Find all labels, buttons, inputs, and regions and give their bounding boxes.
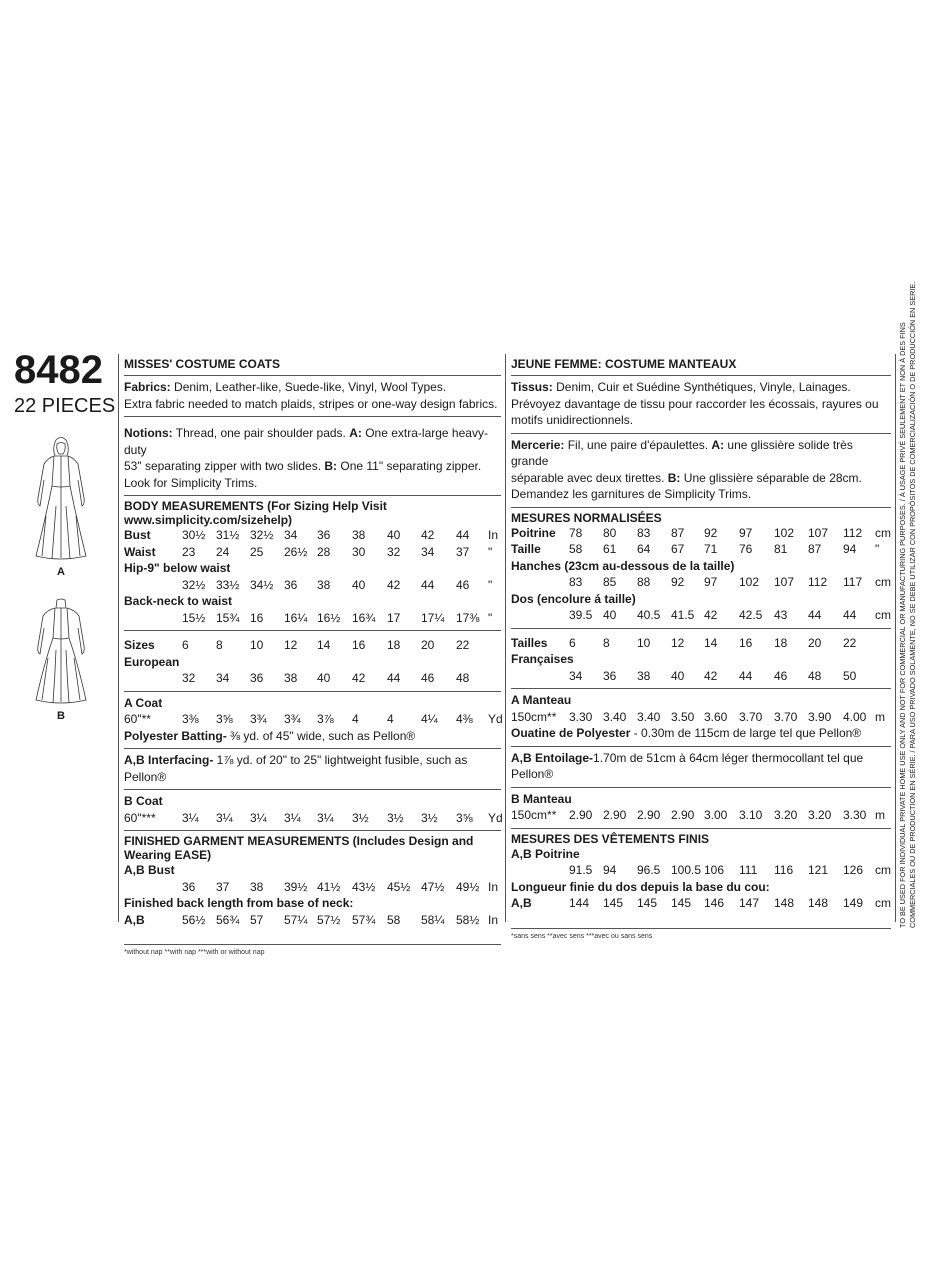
- batting-text: Polyester Batting- ⅜ yd. of 45" wide, such as Pellon®: [124, 728, 416, 743]
- notions-text-2: 53" separating zipper with two slides. B: One 11" separating zipper.: [124, 459, 482, 473]
- french-body-measurements: [511, 508, 891, 629]
- francaises-row: 34 36 38 40 42 44 46 48 50: [569, 668, 857, 683]
- french-notions-section: [511, 434, 891, 508]
- french-fabrics-section: [511, 376, 891, 434]
- a-coat-row: 60"** 3⅜ 3⅝ 3¾ 3¾ 3⅞ 4 4 4¼ 4⅜ Yd: [124, 712, 503, 726]
- entoilage-text-2: Pellon®: [511, 767, 554, 781]
- mesures-title: MESURES NORMALISÉES: [511, 510, 662, 525]
- finished-bust-row: 36 37 38 39½ 41½ 43½ 45½ 47½ 49½ In: [182, 879, 499, 894]
- bust-row: Bust 30½ 31½ 32½ 34 36 38 40 42 44 In: [124, 528, 499, 542]
- tailles-row: Tailles 6 8 10 12 14 16 18 20 22: [511, 635, 857, 650]
- a-manteau-row: 150cm** 3.30 3.40 3.40 3.50 3.60 3.70 3.70 3.90 4.00 m: [511, 709, 885, 724]
- english-notions-section: [124, 417, 501, 496]
- hanches-row: 83 85 88 92 97 102 107 112 117 cm: [569, 575, 891, 589]
- interfacing-text-2: Pellon®: [124, 769, 167, 784]
- hip-label-row: Hip-9" below waist: [124, 561, 231, 575]
- english-title-section: [124, 354, 501, 376]
- back-label-row: Back-neck to waist: [124, 594, 233, 608]
- view-a-label: A: [57, 566, 65, 578]
- view-a-illustration: [30, 436, 92, 564]
- view-b-illustration: [30, 598, 92, 706]
- french-column: [511, 354, 891, 942]
- hanches-label-row: Hanches (23cm au-dessous de la taille): [511, 558, 735, 573]
- english-interfacing-section: [124, 749, 501, 790]
- finished-bust-label-row: A,B Bust: [124, 863, 175, 877]
- divider-right: [895, 354, 896, 922]
- french-interfacing-section: [511, 747, 891, 788]
- body-measurements-title: BODY MEASUREMENTS (For Sizing Help Visit www.simplicity.com/sizehelp): [124, 499, 387, 527]
- pattern-number: 8482: [14, 348, 103, 392]
- fabrics-text: Fabrics: Denim, Leather-like, Suede-like, Vinyl, Wool Types.: [124, 380, 447, 394]
- french-sizes-section: [511, 629, 891, 690]
- b-manteau-row: 150cm** 2.90 2.90 2.90 2.90 3.00 3.10 3.20 3.20 3.30 m: [511, 808, 885, 822]
- entoilage-text: A,B Entoilage-1.70m de 51cm à 64cm léger thermocollant tel que: [511, 750, 864, 765]
- vetements-finis-title: MESURES DES VÊTEMENTS FINIS: [511, 831, 710, 846]
- mercerie-text-2: séparable avec deux tirettes. B: Une glissière séparable de 28cm.: [511, 470, 862, 485]
- divider-left: [118, 354, 119, 922]
- french-title-section: [511, 354, 891, 376]
- notions-text: Notions: Thread, one pair shoulder pads. A: One extra-large heavy-duty: [124, 426, 488, 457]
- french-a-coat-section: [511, 689, 891, 747]
- b-coat-label-row: B Coat: [124, 794, 163, 808]
- legal-line-2: COMMERCIALES OU DE PRODUCTION EN SÉRIE. / PARA USO PRIVADO SOLAMENTE, NO SE DEBE UTILIZAR CON PROPÓSITOS DE COMERCIALIZACIÓN O DE PRODUCCIÓN EN SERIE.: [907, 281, 917, 928]
- divider-center: [505, 354, 506, 922]
- tissus-text-3: motifs unidirectionnels.: [511, 413, 634, 427]
- english-footnote: *without nap **with nap ***with or without nap: [124, 949, 265, 956]
- tissus-text-2: Prévoyez davantage de tissu pour raccorder les écossais, rayures ou: [511, 396, 879, 411]
- interfacing-text: A,B Interfacing- 1⅞ yd. of 20" to 25" lightweight fusible, such as: [124, 753, 468, 767]
- poitrine-row: Poitrine 78 80 83 87 92 97 102 107 112 cm: [511, 525, 891, 540]
- english-column: [124, 354, 501, 958]
- dos-row: 39.5 40 40.5 41.5 42 42.5 43 44 44 cm: [569, 608, 891, 622]
- view-b-label: B: [57, 710, 65, 722]
- fabrics-text-2: Extra fabric needed to match plaids, stripes or one-way design fabrics.: [124, 396, 498, 411]
- mercerie-text: Mercerie: Fil, une paire d'épaulettes. A: une glissière solide très grande: [511, 437, 853, 468]
- french-footnote: *sans sens **avec sens ***avec ou sans sens: [511, 932, 653, 940]
- tissus-text: Tissus: Denim, Cuir et Suédine Synthétiques, Vinyle, Lainages.: [511, 380, 851, 394]
- legal-line-1: TO BE USED FOR INDIVIDUAL PRIVATE HOME USE ONLY AND NOT FOR COMMERCIAL OR MANUFACTURING PURPOSES. / À USAGE PRIVÉ SEULEMENT ET NON À DES FINS: [898, 322, 907, 928]
- english-title: MISSES' COSTUME COATS: [124, 357, 280, 371]
- finished-title: FINISHED GARMENT MEASUREMENTS (Includes Design and Wearing EASE): [124, 834, 474, 862]
- taille-row: Taille 58 61 64 67 71 76 81 87 94 ": [511, 542, 880, 556]
- mercerie-text-3: Demandez les garnitures de Simplicity Trims.: [511, 487, 752, 501]
- notions-text-3: Look for Simplicity Trims.: [124, 475, 258, 490]
- longueur-row: A,B 144 145 145 145 146 147 148 148 149 cm: [511, 896, 891, 910]
- finished-back-row: A,B 56½ 56¾ 57 57¼ 57½ 57¾ 58 58¼ 58½ In: [124, 912, 499, 927]
- finished-back-label-row: Finished back length from base of neck:: [124, 896, 354, 910]
- french-finished-section: [511, 829, 891, 929]
- european-label-row: European: [124, 654, 180, 669]
- french-b-coat-section: [511, 788, 891, 829]
- ouatine-text: Ouatine de Polyester - 0.30m de 115cm de large tel que Pellon®: [511, 726, 862, 740]
- finished-poitrine-label-row: A,B Poitrine: [511, 846, 580, 861]
- english-b-coat-section: [124, 790, 501, 831]
- b-coat-row: 60"*** 3¼ 3¼ 3¼ 3¼ 3¼ 3½ 3½ 3½ 3⅝ Yd: [124, 810, 503, 825]
- english-sizes-section: [124, 631, 501, 692]
- francaises-label-row: Françaises: [511, 652, 574, 666]
- longueur-label-row: Longueur finie du dos depuis la base du cou:: [511, 879, 770, 894]
- legal-side-note: [898, 281, 924, 928]
- sizes-row: Sizes 6 8 10 12 14 16 18 20 22: [124, 638, 470, 652]
- waist-row: Waist 23 24 25 26½ 28 30 32 34 37 ": [124, 544, 493, 559]
- finished-poitrine-row: 91.5 94 96.5 100.5 106 111 116 121 126 cm: [569, 863, 891, 877]
- english-a-coat-section: [124, 692, 501, 750]
- english-fabrics-section: [124, 376, 501, 417]
- english-finished-section: [124, 831, 501, 945]
- a-manteau-label-row: A Manteau: [511, 693, 572, 707]
- back-row: 15½ 15¾ 16 16¼ 16½ 16¾ 17 17¼ 17⅜ ": [182, 610, 493, 625]
- dos-label-row: Dos (encolure á taille): [511, 591, 636, 606]
- hip-row: 32½ 33½ 34½ 36 38 40 42 44 46 ": [182, 577, 493, 592]
- b-manteau-label-row: B Manteau: [511, 791, 572, 806]
- english-body-measurements: [124, 496, 501, 631]
- european-row: 32 34 36 38 40 42 44 46 48: [182, 671, 470, 685]
- a-coat-label-row: A Coat: [124, 695, 163, 710]
- french-title: JEUNE FEMME: COSTUME MANTEAUX: [511, 357, 737, 371]
- pieces-count: 22 PIECES: [14, 395, 116, 417]
